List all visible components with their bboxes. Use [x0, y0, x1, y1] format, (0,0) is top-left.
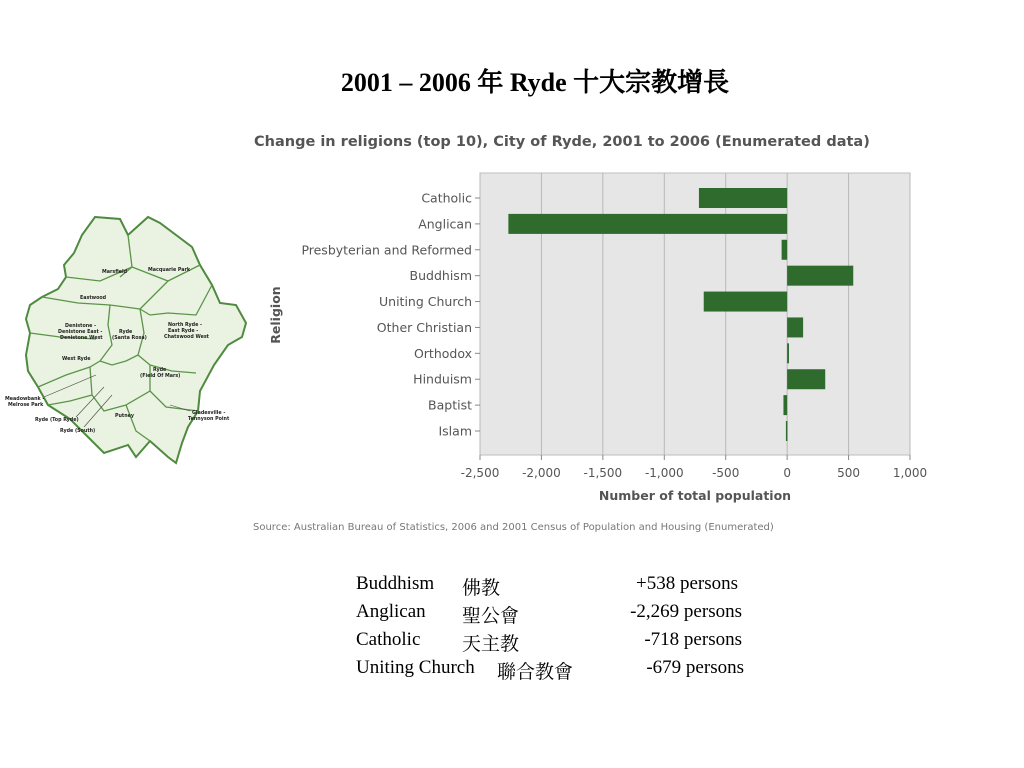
map-label: Denistone - — [65, 324, 97, 329]
map-label: Tennyson Point — [188, 417, 230, 422]
map-label: Ryde (South) — [60, 429, 96, 434]
x-tick-label: -1,500 — [583, 466, 623, 480]
summary-religion-chinese: 聖公會 — [462, 606, 520, 627]
chart-source: Source: Australian Bureau of Statistics, 2006 and 2001 Census of Population and Housing (Enumerated) — [253, 522, 774, 533]
summary-religion-chinese: 佛教 — [462, 578, 501, 599]
bar — [704, 292, 787, 312]
map-label: Macquarie Park — [148, 268, 191, 273]
y-tick-label: Catholic — [421, 190, 472, 206]
summary-religion: Uniting Church — [356, 657, 475, 678]
map-label: Chatswood West — [164, 335, 209, 340]
x-tick-label: 1,000 — [892, 466, 928, 480]
map-label: Putney — [115, 414, 135, 419]
map-label: (Santa Rosa) — [112, 336, 147, 341]
y-tick-label: Presbyterian and Reformed — [301, 242, 472, 258]
ryde-suburb-map — [0, 205, 255, 470]
bar — [787, 317, 803, 337]
summary-list — [356, 573, 756, 685]
summary-religion-chinese: 聯合教會 — [497, 662, 574, 683]
bar — [699, 188, 787, 208]
bar — [787, 266, 853, 286]
map-label: East Ryde - — [168, 329, 199, 334]
map-label: Denistone East - — [58, 330, 103, 335]
map-label: Denistone West — [60, 336, 103, 341]
x-tick-label: 500 — [837, 466, 861, 480]
summary-row-anglican — [356, 601, 756, 629]
map-label: Ryde — [119, 330, 133, 335]
map-label: Meadowbank - — [5, 397, 45, 402]
map-label: Melrose Park — [8, 403, 44, 408]
y-tick-label: Hinduism — [413, 371, 472, 387]
bar — [782, 240, 788, 260]
map-label: Eastwood — [80, 296, 107, 301]
x-axis-ticks — [461, 455, 928, 480]
y-axis-label: Religion — [268, 286, 283, 344]
map-label: Ryde — [153, 368, 167, 373]
x-tick-label: -2,500 — [460, 466, 500, 480]
summary-religion: Catholic — [356, 629, 421, 650]
x-axis-label: Number of total population — [598, 488, 792, 503]
chart-title: Change in religions (top 10), City of Ryde, 2001 to 2006 (Enumerated data) — [254, 134, 870, 150]
bar — [786, 421, 788, 441]
summary-religion: Anglican — [356, 601, 426, 622]
y-tick-label: Buddhism — [409, 268, 472, 284]
x-tick-label: 0 — [783, 466, 791, 480]
summary-change: -679 persons — [646, 657, 744, 678]
x-tick-label: -500 — [712, 466, 740, 480]
summary-row-catholic — [356, 629, 756, 657]
summary-row-uniting-church — [356, 657, 756, 685]
bar — [508, 214, 787, 234]
map-label: Marsfield — [102, 270, 128, 275]
y-tick-label: Islam — [438, 423, 472, 439]
y-tick-label: Baptist — [428, 397, 472, 413]
map-label: West Ryde — [62, 357, 91, 362]
map-label: Ryde (Top Ryde) — [35, 418, 79, 423]
y-axis-ticks — [301, 191, 480, 439]
y-tick-label: Anglican — [418, 216, 472, 232]
map-label: North Ryde - — [168, 323, 203, 328]
y-tick-label: Orthodox — [413, 345, 472, 361]
summary-row-buddhism — [356, 573, 756, 601]
bar — [787, 343, 789, 363]
summary-religion-chinese: 天主教 — [462, 634, 520, 655]
summary-change: -2,269 persons — [630, 601, 742, 622]
map-label: (Field Of Mars) — [140, 374, 181, 379]
y-tick-label: Other Christian — [376, 319, 472, 335]
summary-religion: Buddhism — [356, 573, 435, 594]
x-tick-label: -2,000 — [522, 466, 561, 480]
bar — [783, 395, 787, 415]
x-tick-label: -1,000 — [644, 466, 684, 480]
religion-change-chart — [250, 125, 940, 540]
summary-change: +538 persons — [635, 573, 738, 594]
map-label: Gladesville - — [192, 411, 226, 416]
slide-title: 2001 – 2006 年 Ryde 十大宗教增長 — [340, 68, 730, 97]
y-tick-label: Uniting Church — [379, 294, 472, 310]
bar — [787, 369, 825, 389]
summary-change: -718 persons — [644, 629, 742, 650]
